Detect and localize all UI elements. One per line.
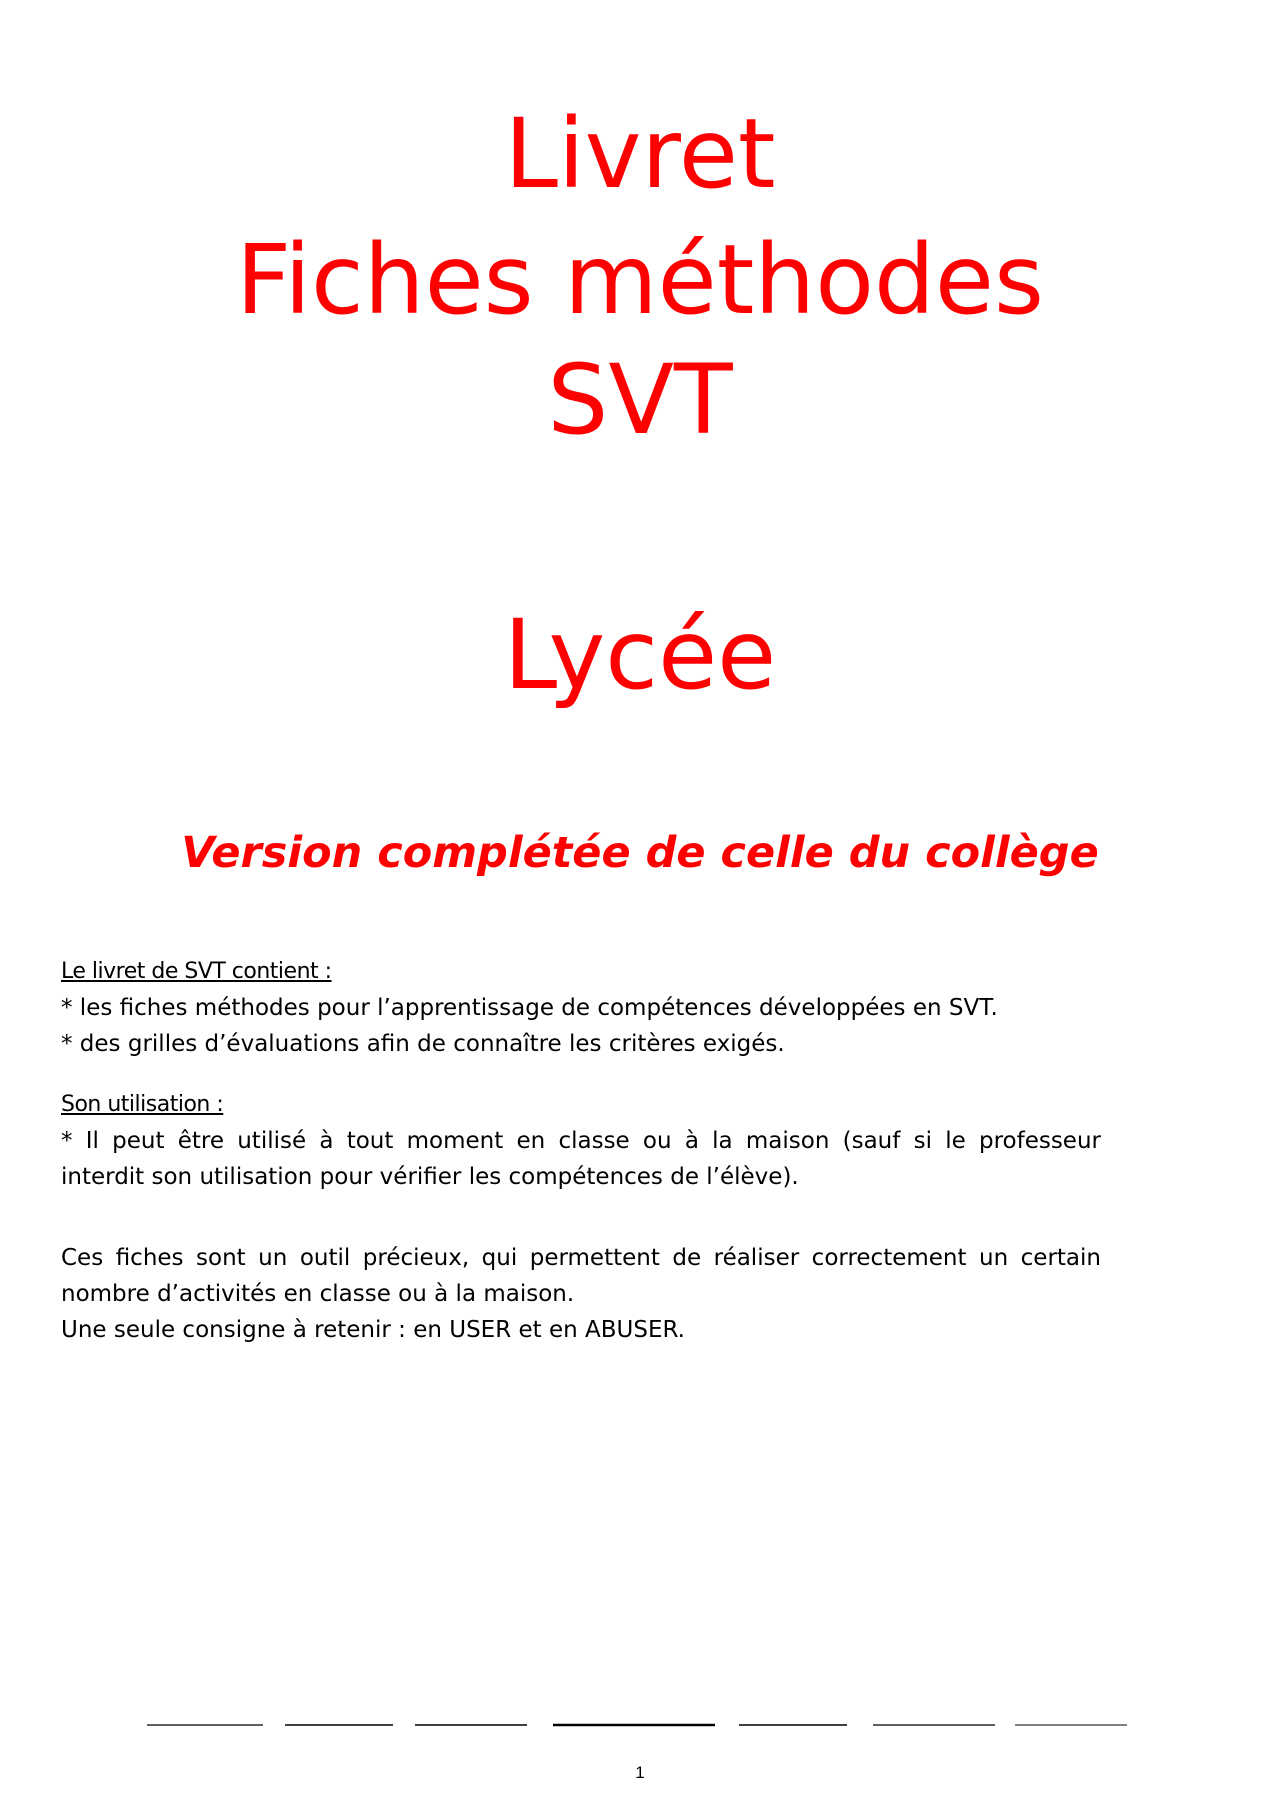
section-contents-heading: Le livret de SVT contient :: [61, 959, 332, 984]
closing-line: Une seule consigne à retenir : en USER et en ABUSER.: [61, 1317, 685, 1343]
page-number: 1: [635, 1763, 645, 1782]
title-line-livret: Livret: [504, 98, 776, 210]
title-line-fiches-methodes: Fiches méthodes: [236, 224, 1044, 336]
closing-paragraph: [61, 1240, 1101, 1348]
title-line-lycee: Lycée: [503, 599, 777, 711]
closing-line: Ces fiches sont un outil précieux, qui permettent de réaliser correctement un certain: [61, 1245, 1101, 1271]
section-contents: [61, 954, 1101, 1062]
list-item: * des grilles d’évaluations afin de connaître les critères exigés.: [61, 1031, 785, 1057]
usage-line: interdit son utilisation pour vérifier les compétences de l’élève).: [61, 1164, 799, 1190]
usage-line: * Il peut être utilisé à tout moment en classe ou à la maison (sauf si le professeur: [61, 1128, 1101, 1154]
list-item: * les fiches méthodes pour l’apprentissage de compétences développées en SVT.: [61, 995, 998, 1021]
section-usage-heading: Son utilisation :: [61, 1092, 224, 1117]
closing-line: nombre d’activités en classe ou à la maison.: [61, 1281, 575, 1307]
footer-divider: [135, 1722, 1135, 1728]
title-line-svt: SVT: [547, 344, 733, 456]
subtitle: Version complétée de celle du collège: [181, 828, 1099, 878]
section-usage: [61, 1087, 1101, 1195]
